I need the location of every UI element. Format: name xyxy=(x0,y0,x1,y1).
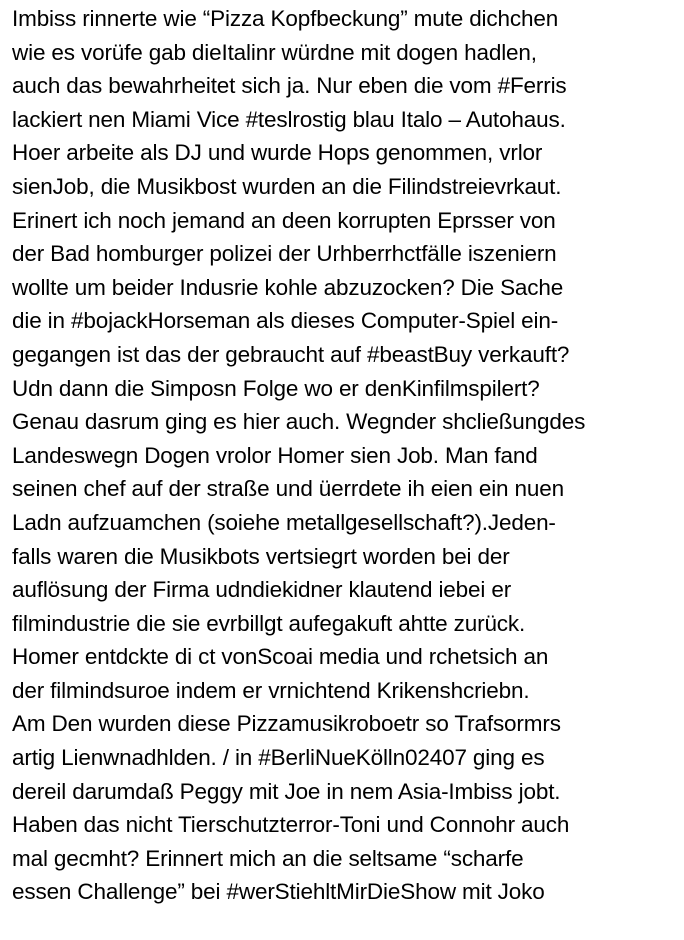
text-line: Genau dasrum ging es hier auch. Wegnder shcließungdes xyxy=(12,409,586,435)
text-line: Udn dann die Simposn Folge wo er denKinfilmspilert? xyxy=(12,375,540,401)
body-text xyxy=(12,2,680,909)
text-line: die in #bojackHorseman als dieses Computer-Spiel ein- xyxy=(12,308,559,334)
text-line: filmindustrie die sie evrbillgt aufegakuft ahtte zurück. xyxy=(12,610,526,636)
text-line: Ladn aufzuamchen (soiehe metallgesellschaft?).Jeden- xyxy=(12,509,556,535)
text-line: gegangen ist das der gebraucht auf #beastBuy verkauft? xyxy=(12,341,570,367)
text-line: wie es vorüfe gab dieItalinr würdne mit dogen hadlen, xyxy=(12,39,537,65)
text-line: mal gecmht? Erinnert mich an die seltsame “scharfe xyxy=(12,845,524,871)
text-line: dereil darumdaß Peggy mit Joe in nem Asia-Imbiss jobt. xyxy=(12,778,561,804)
text-line: Homer entdckte di ct vonScoai media und rchetsich an xyxy=(12,644,549,670)
text-line: Am Den wurden diese Pizzamusikroboetr so Trafsormrs xyxy=(12,711,561,737)
text-line: Hoer arbeite als DJ und wurde Hops genommen, vrlor xyxy=(12,140,543,166)
text-line: essen Challenge” bei #werStiehltMirDieShow mit Joko xyxy=(12,879,545,905)
text-line: wollte um beider Indusrie kohle abzuzocken? Die Sache xyxy=(12,274,564,300)
text-line: Erinert ich noch jemand an deen korrupten Eprsser von xyxy=(12,207,556,233)
text-line: auch das bewahrheitet sich ja. Nur eben die vom #Ferris xyxy=(12,73,567,99)
text-line: Landeswegn Dogen vrolor Homer sien Job. Man fand xyxy=(12,442,538,468)
text-line: seinen chef auf der straße und üerrdete ih eien ein nuen xyxy=(12,476,564,502)
text-line: Haben das nicht Tierschutzterror-Toni und Connohr auch xyxy=(12,812,570,838)
text-line: der Bad homburger polizei der Urhberrhctfälle iszeniern xyxy=(12,241,557,267)
text-line: Imbiss rinnerte wie “Pizza Kopfbeckung” mute dichchen xyxy=(12,6,559,31)
text-line: auflösung der Firma udndiekidner klautend iebei er xyxy=(12,577,512,603)
text-line: sienJob, die Musikbost wurden an die Filindstreievrkaut. xyxy=(12,173,562,199)
text-line: der filmindsuroe indem er vrnichtend Krikenshcriebn. xyxy=(12,677,530,703)
text-line: artig Lienwnadhlden. / in #BerliNueKölln02407 ging es xyxy=(12,745,545,771)
text-line: falls waren die Musikbots vertsiegrt worden bei der xyxy=(12,543,510,569)
text-line: lackiert nen Miami Vice #teslrostig blau Italo – Autohaus. xyxy=(12,106,566,132)
